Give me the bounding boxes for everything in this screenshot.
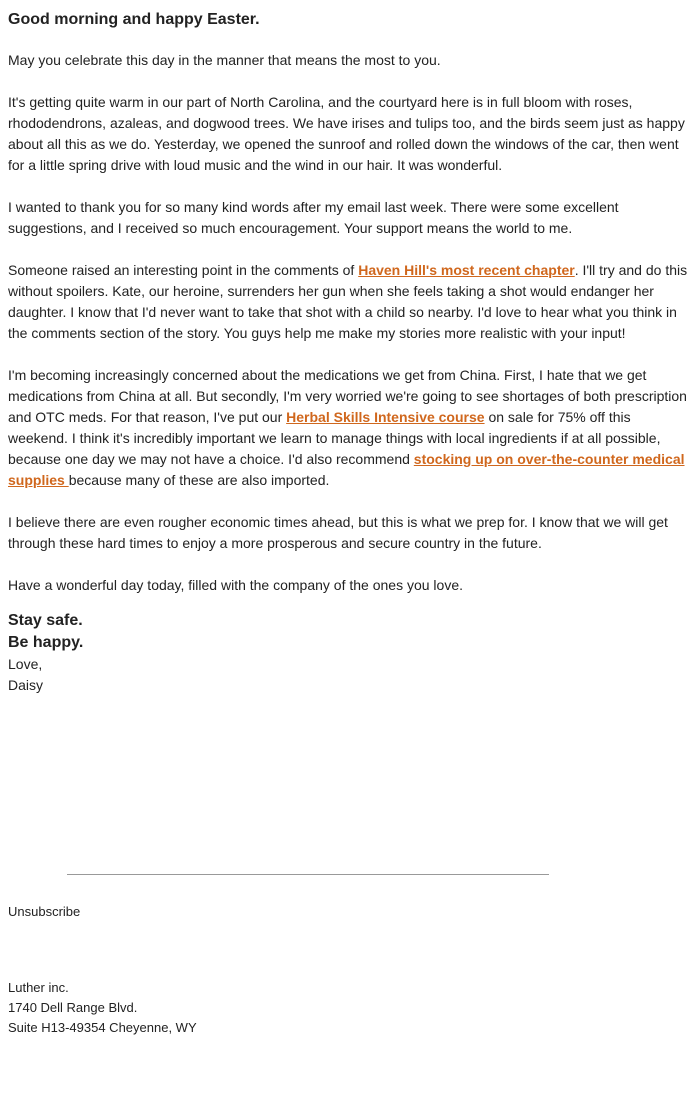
signoff-love: Love,	[8, 656, 43, 672]
paragraph-5-text-after: because many of these are also imported.	[68, 472, 330, 488]
paragraph-5-text-before: I'm becoming increasingly concerned about the medications we get from China. First, I hate that we get medications from China at all. But secondly, I'm very worried we're going to see shortages of both prescription and OTC meds. For that reason, I've put our	[8, 367, 687, 425]
paragraph-4	[8, 260, 692, 344]
signoff-be-happy: Be happy.	[8, 634, 84, 651]
footer-street: 1740 Dell Range Blvd.	[8, 1000, 138, 1015]
paragraph-4-text-after: . I'll try and do this without spoilers. Kate, our heroine, surrenders her gun when she feels taking a shot would endanger her daughter. I know that I'd never want to take that shot with a child so nearby. I'd love to hear what you think in the comments section of the story. You guys help me make my stories more realistic with your input!	[8, 262, 688, 341]
greeting-heading: Good morning and happy Easter.	[8, 11, 260, 28]
paragraph-2: It's getting quite warm in our part of North Carolina, and the courtyard here is in full bloom with roses, rhododendrons, azaleas, and dogwood trees. We have irises and tulips too, and the birds seem just as happy about all this as we do. Yesterday, we opened the sunroof and rolled down the windows of the car, then went for a little spring drive with loud music and the wind in our hair. It was wonderful.	[8, 94, 685, 173]
haven-hill-chapter-link[interactable]: Haven Hill's most recent chapter	[358, 262, 575, 278]
paragraph-4-text-before: Someone raised an interesting point in the comments of	[8, 262, 359, 278]
footer-company: Luther inc.	[8, 980, 69, 995]
footer-suite: Suite H13-49354 Cheyenne, WY	[8, 1020, 197, 1035]
medical-supplies-link[interactable]: stocking up on over-the-counter medical supplies	[8, 451, 685, 488]
paragraph-5	[8, 365, 692, 491]
signoff-name: Daisy	[8, 677, 44, 693]
paragraph-5-text-middle: on sale for 75% off this weekend. I think it's incredibly important we learn to manage things with local ingredients if at all possible, because one day we may not have a choice. I'd also recommend	[8, 409, 661, 467]
footer-address	[8, 978, 692, 1038]
signoff-stay-safe: Stay safe.	[8, 612, 83, 629]
footer-divider	[67, 874, 549, 875]
spacer	[8, 696, 692, 874]
paragraph-1: May you celebrate this day in the manner that means the most to you.	[8, 52, 441, 68]
herbal-skills-course-link[interactable]: Herbal Skills Intensive course	[286, 409, 485, 425]
paragraph-3: I wanted to thank you for so many kind words after my email last week. There were some excellent suggestions, and I received so much encouragement. Your support means the world to me.	[8, 199, 619, 236]
paragraph-6: I believe there are even rougher economic times ahead, but this is what we prep for. I know that we will get through these hard times to enjoy a more prosperous and secure country in the future.	[8, 514, 668, 551]
unsubscribe-link[interactable]: Unsubscribe	[8, 904, 81, 919]
paragraph-7: Have a wonderful day today, filled with the company of the ones you love.	[8, 577, 464, 593]
